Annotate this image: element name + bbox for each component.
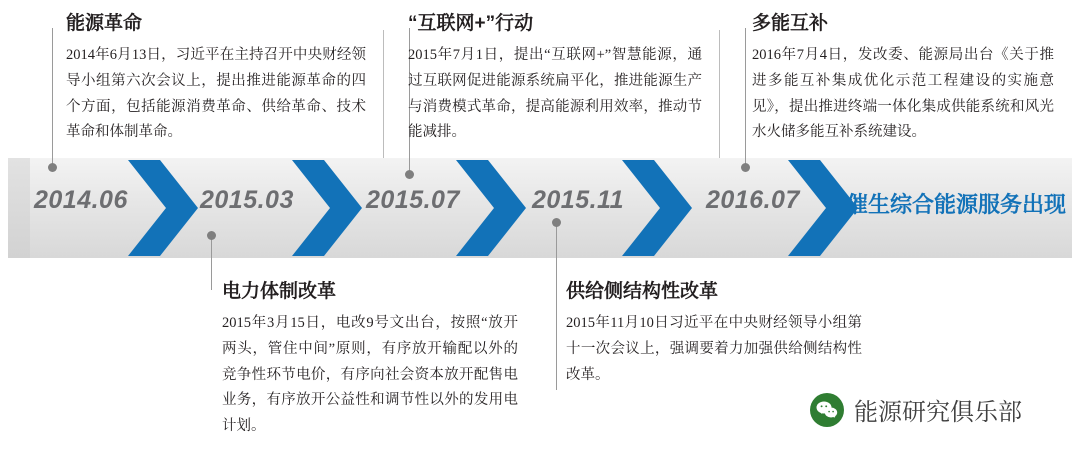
connector-dot-2 bbox=[207, 231, 216, 240]
milestone-block-4 bbox=[566, 276, 862, 388]
divider-2 bbox=[719, 30, 720, 158]
chevron-icon-1 bbox=[128, 160, 198, 256]
milestone-year-3: 2015.07 bbox=[366, 186, 460, 214]
connector-dot-5 bbox=[741, 163, 750, 172]
watermark bbox=[810, 392, 1022, 427]
wechat-logo-icon bbox=[810, 393, 844, 427]
connector-line-1 bbox=[52, 28, 53, 168]
milestone-title-2: 电力体制改革 bbox=[222, 281, 337, 302]
milestone-title-3: “互联网+”行动 bbox=[408, 13, 534, 34]
milestone-body-5: 2016年7月4日，发改委、能源局出台《关于推进多能互补集成优化示范工程建设的实施意见》，提出推进终端一体化集成供能系统和风光水火储多能互补系统建设。 bbox=[752, 47, 1054, 141]
connector-line-2 bbox=[211, 236, 212, 290]
milestone-body-4: 2015年11月10日习近平在中央财经领导小组第十一次会议上，强调要着力加强供给侧结构性改革。 bbox=[566, 315, 862, 383]
connector-line-4 bbox=[556, 222, 557, 390]
divider-1 bbox=[383, 30, 384, 158]
milestone-year-5: 2016.07 bbox=[706, 186, 800, 214]
milestone-year-4: 2015.11 bbox=[532, 186, 625, 214]
chevron-icon-4 bbox=[622, 160, 692, 256]
milestone-block-1 bbox=[66, 8, 366, 146]
milestone-title-5: 多能互补 bbox=[752, 13, 829, 34]
timeline-band-left-cap bbox=[8, 158, 30, 258]
connector-line-5 bbox=[745, 28, 746, 168]
connector-dot-4 bbox=[552, 218, 561, 227]
milestone-year-1: 2014.06 bbox=[34, 186, 128, 214]
watermark-text: 能源研究俱乐部 bbox=[854, 399, 1022, 426]
milestone-title-1: 能源革命 bbox=[66, 13, 143, 34]
milestone-block-2 bbox=[222, 276, 518, 440]
connector-dot-1 bbox=[48, 163, 57, 172]
milestone-body-1: 2014年6月13日，习近平在主持召开中央财经领导小组第六次会议上，提出推进能源革命的四个方面，包括能源消费革命、供给革命、技术革命和体制革命。 bbox=[66, 47, 366, 141]
milestone-title-4: 供给侧结构性改革 bbox=[566, 281, 719, 302]
connector-dot-3 bbox=[405, 170, 414, 179]
milestone-body-3: 2015年7月1日，提出“互联网+”智慧能源，通过互联网促进能源系统扁平化，推进能源生产与消费模式革命，提高能源利用效率，推动节能减排。 bbox=[408, 47, 702, 141]
milestone-year-2: 2015.03 bbox=[200, 186, 294, 214]
timeline-outcome-label: 催生综合能源服务出现 bbox=[846, 192, 1067, 217]
milestone-block-5 bbox=[752, 8, 1054, 146]
milestone-block-3 bbox=[408, 8, 702, 146]
milestone-body-2: 2015年3月15日，电改9号文出台，按照“放开两头，管住中间”原则，有序放开输配以外的竞争性环节电价，有序向社会资本放开配售电业务，有序放开公益性和调节性以外的发用电计划。 bbox=[222, 315, 518, 435]
chevron-icon-2 bbox=[292, 160, 362, 256]
chevron-icon-3 bbox=[456, 160, 526, 256]
